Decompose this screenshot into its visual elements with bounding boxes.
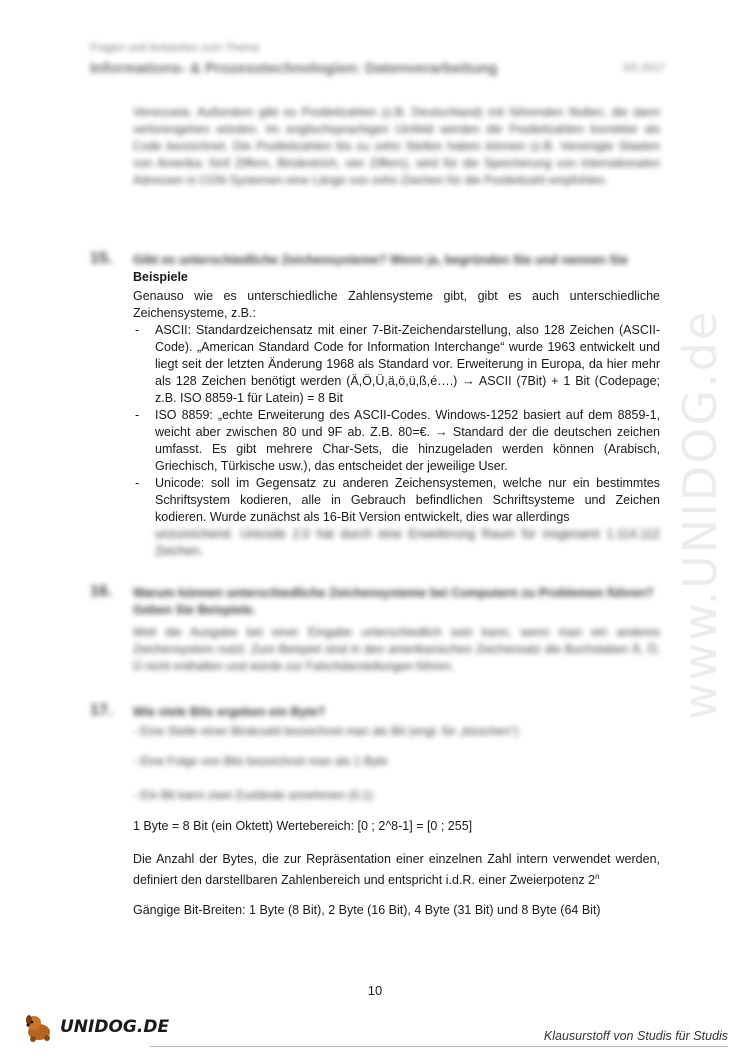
logo [22, 1012, 169, 1042]
watermark [660, 280, 740, 750]
question-15-title-clear: Beispiele [133, 270, 188, 284]
dog-mascot-icon [22, 1012, 56, 1042]
list-item-unicode [133, 475, 660, 560]
question-15-intro: Genauso wie es unterschiedliche Zahlensysteme gibt, gibt es auch unterschiedliche Zeichensysteme, z.B.: [133, 289, 660, 320]
logo-text: UNIDOG.DE [60, 1017, 170, 1037]
footer-divider [150, 1046, 728, 1047]
footer-tagline: Klausurstoff von Studis für Studis [543, 1029, 728, 1043]
header-date: SS 2017 [622, 62, 665, 74]
question-16-answer: Weil die Ausgabe bei einer Eingabe unterschiedlich sein kann, wenn man ein anderes Zeichensystem nutzt. Zum Beispiel sind in den amerikanischen Zeichensatz die Buchstaben Ä, Ö, Ü nicht enthalten und würde zur Falschdarstellungen führen. [133, 625, 660, 673]
number-range-text [133, 851, 660, 889]
question-15-title [133, 252, 660, 286]
question-17-line-1: - Eine Stelle einer Binärzahl bezeichnet man als Bit (engl. für „bisschen“) [133, 724, 519, 738]
question-16-number: 16. [90, 583, 113, 600]
list-item-ascii: - ASCII: Standardzeichensatz mit einer 7-Bit-Zeichendarstellung, also 128 Zeichen (ASCII-Code). „American Standard Code for Information Interchange“ wurde 1963 entwickelt und liegt seit der letzten Änderung 1968 als Standard vor. Erweiterung in Europa, da hier mehr als 128 Zeichen benötigt werden (Ä,Ö,Ü,ä,ö,ü,ß,é….) → ASCII (7Bit) + 1 Bit (Codepage; z.B. ISO 8859-1 für Latein) = 8 Bit [133, 322, 660, 407]
question-15-number: 15. [90, 250, 113, 267]
number-range-exponent: n [595, 872, 600, 881]
question-16-title: Warum können unterschiedliche Zeichensysteme bei Computern zu Problemen führen? Geben Sie Beispiele. [133, 586, 654, 617]
question-17-number: 17. [90, 702, 113, 719]
question-15-answer [133, 288, 660, 560]
page-number: 10 [367, 983, 383, 998]
question-15-list [133, 322, 660, 560]
page-header [90, 42, 665, 77]
watermark-text: www.UNIDOG.de [673, 309, 727, 721]
question-17-line-3: - Ein Bit kann zwei Zustände annehmen (0,1) [133, 788, 374, 802]
question-15-title-blurred: Gibt es unterschiedliche Zeichensysteme? Wenn ja, begründen Sie und nennen Sie [133, 253, 629, 267]
header-subtitle: Fragen und Antworten zum Thema [90, 42, 260, 54]
question-17-title: Wie viele Bits ergeben ein Byte? [133, 705, 326, 719]
header-title [90, 60, 665, 77]
byte-definition: 1 Byte = 8 Bit (ein Oktett) Wertebereich: [0 ; 2^8-1] = [0 ; 255] [133, 819, 473, 833]
bit-widths: Gängige Bit-Breiten: 1 Byte (8 Bit), 2 Byte (16 Bit), 4 Byte (31 Bit) und 8 Byte (64 Bit) [133, 903, 601, 917]
number-range-sentence: Die Anzahl der Bytes, die zur Repräsentation einer einzelnen Zahl intern verwendet werden, definiert den darstellbaren Zahlenbereich und entspricht i.d.R. einer Zweierpotenz 2 [133, 852, 660, 888]
intro-paragraph: Venezuela. Außerdem gibt es Postleitzahlen (z.B. Deutschland) mit führenden Nullen, die dann verlorengehen würden. Im englischsprachigen Umfeld werden die Postleitzahlen korrekter als Code bezeichnet. Die Postleitzahlen bis zu zehn Stellen haben können (z.B. Vereinigte Staaten von Amerika: fünf Ziffern, Bindestrich, vier Ziffern), wird für die Speicherung von internationalen Adressen in CON Systemen eine Länge von zehn Zeichen für die Postleitzahl empfohlen. [133, 105, 660, 187]
list-item-iso8859: - ISO 8859: „echte Erweiterung des ASCII-Codes. Windows-1252 basiert auf dem 8859-1, weicht aber zwischen 80 und 9F ab. Z.B. 80=€. → Standard der die deutschen zeichen umfasst. Es gibt mehrere Char-Sets, die hinzugeladen werden können (Arabisch, Griechisch, Türkische usw.), das entscheidet der jeweilige User. [133, 407, 660, 475]
header-title-text: Informations- & Prozesstechnologien: Datenverarbeitung [90, 60, 498, 77]
list-item-unicode-text: Unicode: soll im Gegensatz zu anderen Zeichensystemen, welche nur ein bestimmtes Schriftsystem kodieren, alle in Gebrauch befindlichen Schriftsysteme und Zeichen kodieren. Wurde zunächst als 16-Bit Version entwickelt, dies war allerdings [155, 476, 660, 524]
question-17-line-2: - Eine Folge von Bits bezeichnet man als 1 Byte [133, 754, 388, 768]
list-item-unicode-tail: unzureichend. Unicode 2.0 hat durch eine Erweiterung Raum für insgesamt 1.114.112 Zeichen. [155, 527, 660, 558]
